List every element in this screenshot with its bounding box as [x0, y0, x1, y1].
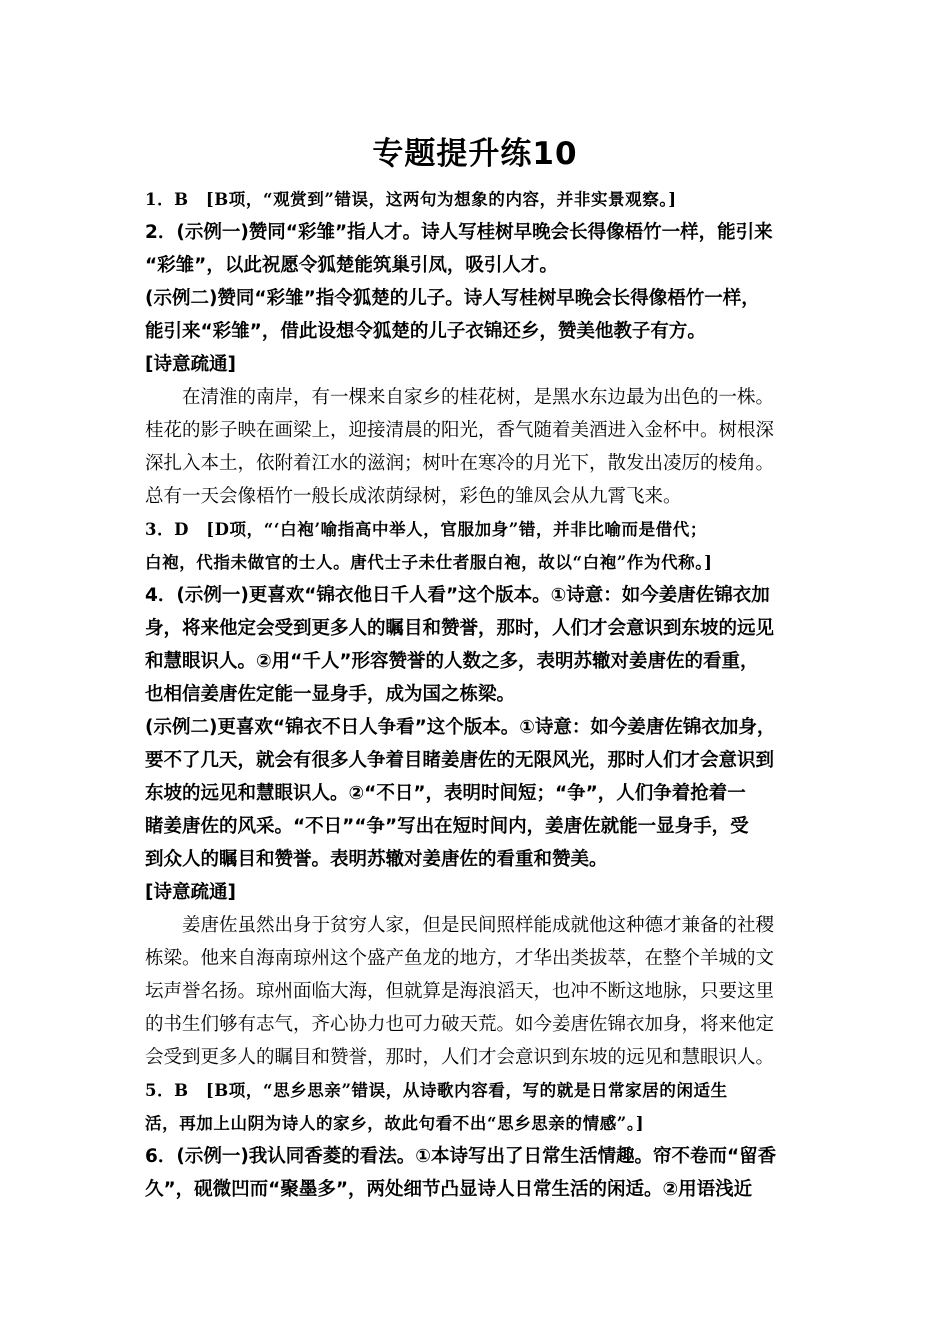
- text-line: 活，再加上山阴为诗人的家乡，故此句看不出“思乡思亲的情感”。]: [145, 1114, 645, 1133]
- text-line: 东坡的远见和慧眼识人。②“不日”，表明时间短；“争”，人们争着抢着一: [145, 783, 746, 804]
- text-line: 在清淮的南岸，有一棵来自家乡的桂花树，是黑水东边最为出色的一株。: [182, 387, 775, 408]
- text-line: 3．D [D项，“‘白袍’喻指高中举人，官服加身”错，并非比喻而是借代；: [145, 520, 707, 539]
- text-line: 会受到更多人的瞩目和赞誉，那时，人们才会意识到东坡的远见和慧眼识人。: [145, 1047, 775, 1068]
- text-line: 2．(示例一)赞同“彩雏”指人才。诗人写桂树早晚会长得像梧竹一样，能引来: [145, 222, 773, 243]
- text-line: 久”，砚微凹而“聚墨多”，两处细节凸显诗人日常生活的闲适。②用语浅近: [145, 1179, 753, 1200]
- text-line: 身，将来他定会受到更多人的瞩目和赞誉，那时，人们才会意识到东坡的远见: [145, 618, 775, 639]
- text-line: 总有一天会像梧竹一般长成浓荫绿树，彩色的雏凤会从九霄飞来。: [145, 486, 682, 507]
- text-line: 白袍，代指未做官的士人。唐代士子未仕者服白袍，故以“白袍”作为代称。]: [145, 553, 713, 572]
- text-line: 能引来“彩雏”，借此设想令狐楚的儿子衣锦还乡，赞美他教子有方。: [145, 321, 706, 342]
- text-line: 栋梁。他来自海南琼州这个盛产鱼龙的地方，才华出类拔萃，在整个羊城的文: [145, 948, 775, 969]
- text-line: “彩雏”，以此祝愿令狐楚能筑巢引凤，吸引人才。: [145, 255, 558, 276]
- text-line: [诗意疏通]: [145, 882, 236, 903]
- text-line: 6．(示例一)我认同香菱的看法。①本诗写出了日常生活情趣。帘不卷而“留香: [145, 1146, 777, 1167]
- text-line: 桂花的影子映在画梁上，迎接清晨的阳光，香气随着美酒进入金杯中。树根深: [145, 420, 775, 441]
- text-line: 也相信姜唐佐定能一显身手，成为国之栋梁。: [145, 684, 516, 705]
- text-line: (示例二)赞同“彩雏”指令狐楚的儿子。诗人写桂树早晚会长得像梧竹一样，: [145, 288, 760, 309]
- text-line: 姜唐佐虽然出身于贫穷人家，但是民间照样能成就他这种德才兼备的社稷: [182, 915, 775, 936]
- text-line: 5．B [B项，“思乡思亲”错误，从诗歌内容看，写的就是日常家居的闲适生: [145, 1081, 728, 1100]
- text-line: 4．(示例一)更喜欢“锦衣他日千人看”这个版本。①诗意：如今姜唐佐锦衣加: [145, 585, 770, 606]
- text-line: 的书生们够有志气，齐心协力也可力破天荒。如今姜唐佐锦衣加身，将来他定: [145, 1014, 775, 1035]
- text-line: 要不了几天，就会有很多人争着目睹姜唐佐的无限风光，那时人们才会意识到: [145, 750, 775, 771]
- document-body: [145, 183, 825, 1206]
- text-line: 睹姜唐佐的风采。“不日”“争”写出在短时间内，姜唐佐就能一显身手，受: [145, 816, 749, 837]
- text-line: 坛声誉名扬。琼州面临大海，但就算是海浪滔天，也冲不断这地脉，只要这里: [145, 981, 775, 1002]
- text-line: 深扎入本土，依附着江水的滋润；树叶在寒冷的月光下，散发出凌厉的棱角。: [145, 453, 775, 474]
- text-line: 和慧眼识人。②用“千人”形容赞誉的人数之多，表明苏辙对姜唐佐的看重，: [145, 651, 759, 672]
- text-line: [诗意疏通]: [145, 354, 236, 375]
- text-line: (示例二)更喜欢“锦衣不日人争看”这个版本。①诗意：如今姜唐佐锦衣加身，: [145, 717, 776, 738]
- text-line: 到众人的瞩目和赞誉。表明苏辙对姜唐佐的看重和赞美。: [145, 849, 608, 870]
- page-title: 专题提升练10: [372, 136, 578, 172]
- text-line: 1．B [B项，“观赏到”错误，这两句为想象的内容，并非实景观察。]: [145, 190, 677, 209]
